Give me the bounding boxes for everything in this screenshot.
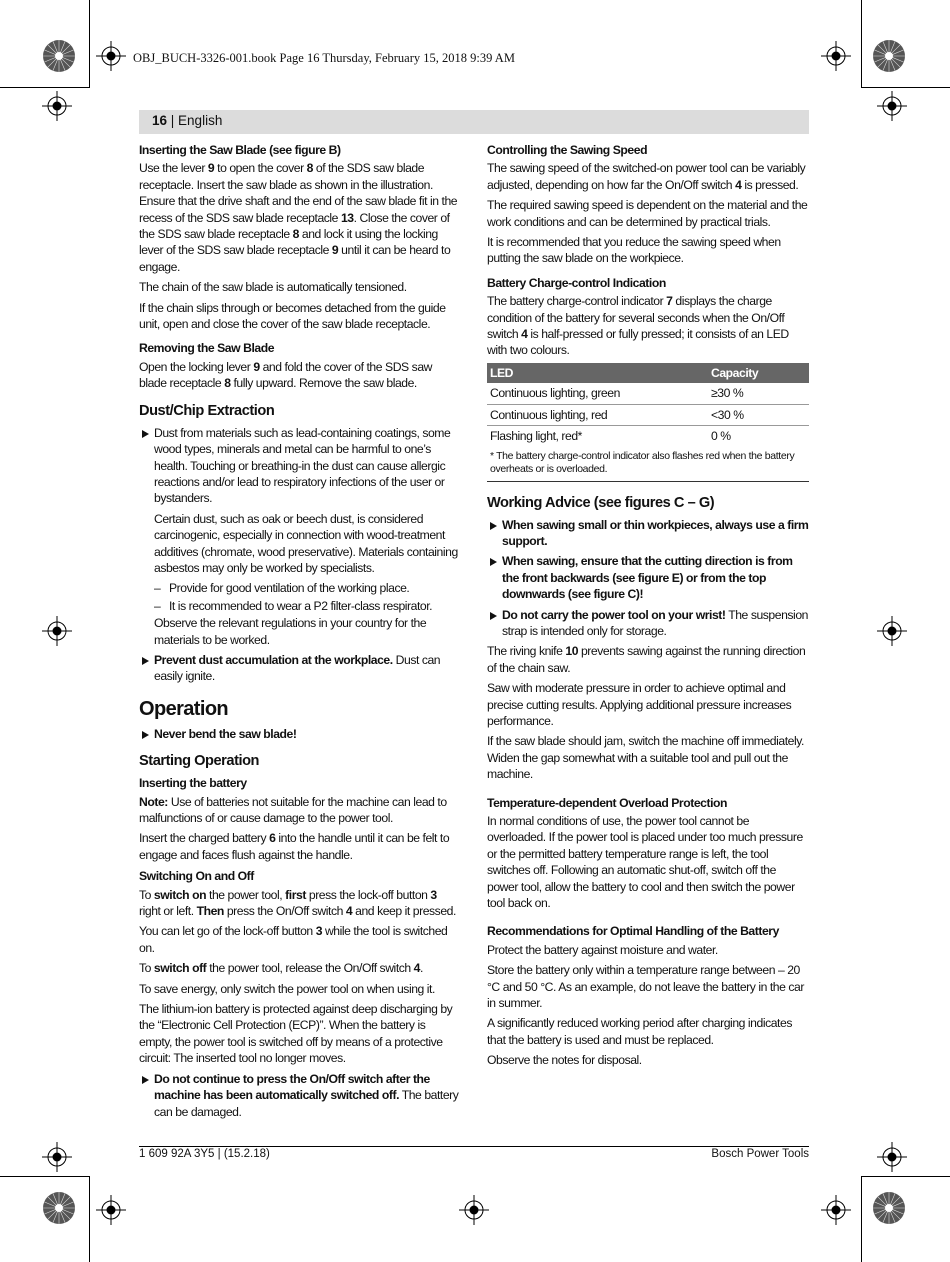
paragraph: The riving knife 10 prevents sawing against the running direction of the chain saw.: [487, 644, 806, 675]
section-heading: Recommendations for Optimal Handling of the Battery: [487, 924, 779, 939]
section-heading: Controlling the Sawing Speed: [487, 143, 648, 157]
paragraph: To save energy, only switch the power tool on when using it.: [139, 981, 435, 996]
page-header: [139, 110, 809, 134]
paragraph: Insert the charged battery 6 into the handle until it can be felt to engage and faces flush against the handle.: [139, 831, 450, 862]
paragraph: Store the battery only within a temperature range between – 20 °C and 50 °C. As an example, do not leave the battery in the car in summer.: [487, 963, 804, 1011]
dash-item: – Provide for good ventilation of the working place.: [154, 581, 410, 596]
paragraph: The lithium-ion battery is protected against deep discharging by the “Electronic Cell Protection (ECP)”. When the battery is empty, the power tool is switched off by means of a protective circuit: The inserted tool no longer moves.: [139, 1002, 453, 1066]
paragraph: In normal conditions of use, the power tool cannot be overloaded. If the power tool is placed under too much pressure or the permitted battery temperature range is left, the tool switches off. Following an automatic shut-off, switch off the power tool, allow the battery to cool and then switch the power tool back on.: [487, 814, 803, 911]
section-heading: Inserting the Saw Blade (see figure B): [139, 143, 341, 157]
paragraph: Saw with moderate pressure in order to achieve optimal and precise cutting results. Applying additional pressure increases performance.: [487, 681, 792, 728]
section-heading: Dust/Chip Extraction: [139, 402, 275, 419]
bullet-triangle-icon: [142, 1076, 149, 1084]
dash-item: – It is recommended to wear a P2 filter-class respirator.: [154, 598, 433, 613]
note-paragraph: Note: Use of batteries not suitable for the machine can lead to malfunctions of or cause damage to the power tool.: [139, 794, 447, 825]
section-heading: Working Advice (see figures C – G): [487, 494, 715, 511]
footer-brand: Bosch Power Tools: [711, 1148, 809, 1160]
column-header: LED: [487, 363, 708, 383]
footer-doc-number: 1 609 92A 3Y5 | (15.2.18): [139, 1148, 270, 1160]
section-heading: Removing the Saw Blade: [139, 341, 275, 356]
right-column: [487, 142, 809, 1073]
table-cell: <30 %: [708, 404, 809, 425]
paragraph: The sawing speed of the switched-on power tool can be variably adjusted, depending on how far the On/Off switch 4 is pressed.: [487, 161, 806, 192]
paragraph: It is recommended that you reduce the sawing speed when putting the saw blade on the workpiece.: [487, 235, 781, 266]
column-header: Capacity: [708, 363, 809, 383]
table-row: [487, 383, 809, 404]
section-heading: Battery Charge-control Indication: [487, 275, 666, 290]
bullet-triangle-icon: [490, 558, 497, 566]
warning-bullet: Do not carry the power tool on your wrist! The suspension strap is intended only for storage.: [487, 607, 809, 640]
left-column: [139, 142, 461, 1124]
warning-bullet: When sawing, ensure that the cutting direction is from the front backwards (see figure E) or from the top downwards (see figure C)!: [487, 553, 809, 602]
bullet-triangle-icon: [490, 522, 497, 530]
paragraph: You can let go of the lock-off button 3 while the tool is switched on.: [139, 924, 448, 955]
warning-bullet: Never bend the saw blade!: [139, 726, 461, 742]
paragraph: The chain of the saw blade is automatically tensioned.: [139, 280, 407, 295]
warning-bullet: Dust from materials such as lead-containing coatings, some wood types, minerals and metal can be harmful to one’s health. Touching or breathing-in the dust can cause allergic reactions and/or lead to respiratory infections of the user or bystanders. Certain dust, such as oak or beech dust, is considered carcinogenic, especially in connection with wood-treatment additives (chromate, wood preservative). Materials containing asbestos may only be worked by specialists. – Provide for good ventilation of the working place. – It is recommended to wear a P2 filter-class respirator. Observe the relevant regulations in your country for the materials to be worked.: [139, 425, 461, 648]
paragraph: If the chain slips through or becomes detached from the guide unit, open and close the cover of the saw blade receptacle.: [139, 300, 446, 332]
paragraph: The required sawing speed is dependent on the material and the work conditions and can be determined by practical trials.: [487, 198, 808, 229]
table-footnote: * The battery charge-control indicator also flashes red when the battery overheats or is overloaded.: [487, 447, 809, 482]
section-heading: Temperature-dependent Overload Protection: [487, 795, 728, 810]
subsection-heading: Switching On and Off: [139, 869, 254, 884]
subsection-heading: Inserting the battery: [139, 776, 247, 791]
table-row: [487, 404, 809, 425]
chapter-heading: Operation: [139, 697, 229, 720]
bullet-triangle-icon: [142, 430, 149, 438]
book-info: OBJ_BUCH-3326-001.book Page 16 Thursday, February 15, 2018 9:39 AM: [133, 51, 515, 65]
table-cell: Flashing light, red*: [490, 429, 582, 444]
bullet-triangle-icon: [142, 731, 149, 739]
paragraph: To switch off the power tool, release the On/Off switch 4.: [139, 961, 423, 976]
warning-bullet: Prevent dust accumulation at the workplace. Dust can easily ignite.: [139, 652, 461, 685]
section-heading: Starting Operation: [139, 753, 260, 770]
header-separator: |: [167, 113, 179, 128]
paragraph: A significantly reduced working period after charging indicates that the battery is used and must be replaced.: [487, 1016, 792, 1047]
warning-bullet: Do not continue to press the On/Off switch after the machine has been automatically switched off. The battery can be damaged.: [139, 1071, 461, 1120]
header-text: [152, 113, 222, 128]
table-cell: 0 %: [711, 429, 731, 444]
table-cell: Continuous lighting, green: [487, 383, 708, 404]
warning-bullet: When sawing small or thin workpieces, always use a firm support.: [487, 517, 809, 550]
paragraph: Use the lever 9 to open the cover 8 of the SDS saw blade receptacle. Insert the saw blade as shown in the illustration. Ensure that the drive shaft and the end of the saw blade fit in the recess of the SDS saw blade receptacle 13. Close the cover of the SDS saw blade receptacle 8 and lock it using the locking lever of the SDS saw blade receptacle 9 until it can be heard to engage.: [139, 161, 458, 274]
header-language: English: [178, 113, 223, 128]
paragraph: The battery charge-control indicator 7 displays the charge condition of the battery for several seconds when the On/Off switch 4 is half-pressed or fully pressed; it consists of an LED with two colours.: [487, 294, 789, 358]
table-cell: Continuous lighting, red: [487, 404, 708, 425]
led-table: [487, 363, 809, 447]
table-header-row: [487, 363, 809, 383]
bullet-triangle-icon: [490, 612, 497, 620]
paragraph: Open the locking lever 9 and fold the cover of the SDS saw blade receptacle 8 fully upward. Remove the saw blade.: [139, 359, 432, 391]
page-number: 16: [152, 113, 168, 128]
table-cell: ≥30 %: [708, 383, 809, 404]
paragraph: Protect the battery against moisture and water.: [487, 942, 718, 957]
table-row: [487, 426, 809, 447]
paragraph: Observe the notes for disposal.: [487, 1053, 642, 1068]
paragraph: If the saw blade should jam, switch the machine off immediately. Widen the gap somewhat with a suitable tool and pull out the machine.: [487, 734, 804, 782]
footer-rule: [139, 1146, 809, 1147]
bullet-triangle-icon: [142, 657, 149, 665]
paragraph: To switch on the power tool, first press the lock-off button 3 right or left. Then press the On/Off switch 4 and keep it pressed.: [139, 887, 456, 919]
